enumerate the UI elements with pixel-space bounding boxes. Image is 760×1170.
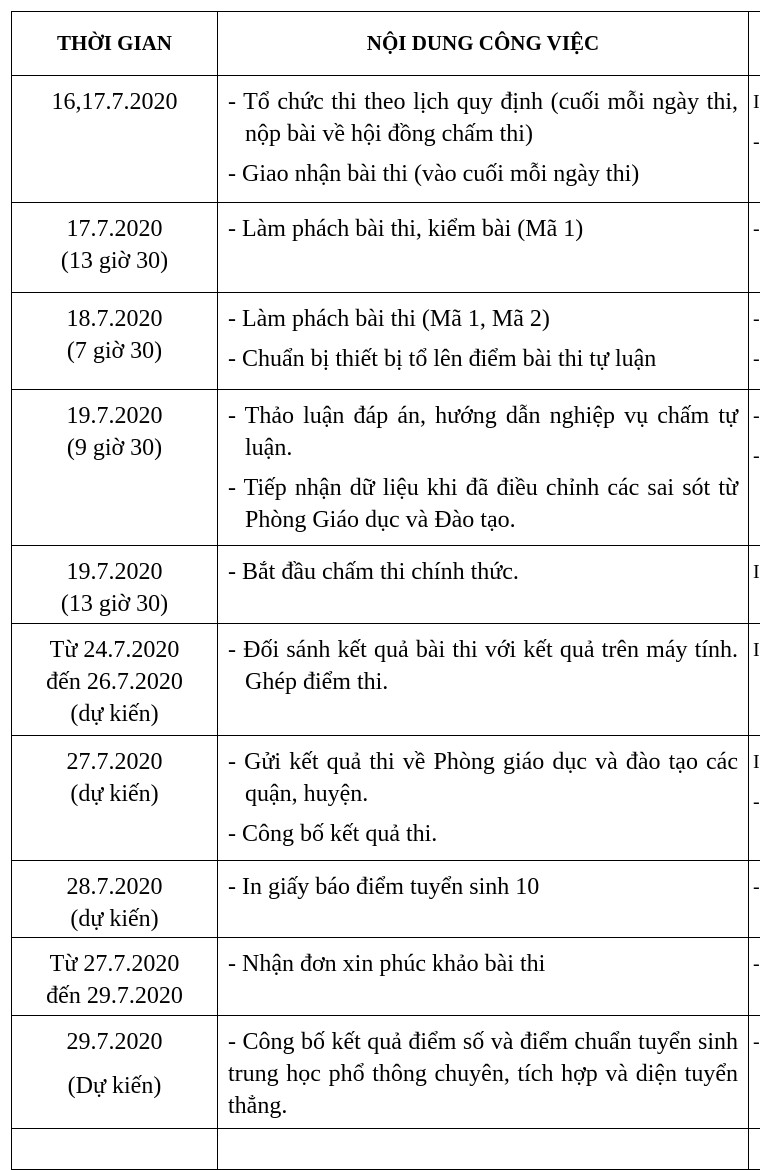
extra-mark: - [749, 303, 760, 335]
extra-cell [749, 861, 760, 938]
time-line: (dự kiến) [12, 698, 217, 730]
time-line: Từ 24.7.2020 [12, 634, 217, 666]
next-row-stub [12, 1129, 760, 1170]
task-cell [218, 293, 749, 390]
time-line: Từ 27.7.2020 [12, 948, 217, 980]
time-line: (Dự kiến) [12, 1070, 217, 1102]
table-row [12, 203, 760, 293]
extra-mark: I [749, 746, 760, 778]
task-cell [218, 624, 749, 736]
time-line: 17.7.2020 [12, 213, 217, 245]
task-cell [218, 546, 749, 624]
time-line: 19.7.2020 [12, 556, 217, 588]
time-line: 18.7.2020 [12, 303, 217, 335]
task-item: - Làm phách bài thi (Mã 1, Mã 2) [228, 303, 738, 335]
time-line: (13 giờ 30) [12, 588, 217, 620]
task-cell [218, 1016, 749, 1129]
task-item: - Làm phách bài thi, kiểm bài (Mã 1) [228, 213, 738, 245]
extra-mark: I [749, 556, 760, 588]
extra-cell [749, 1016, 760, 1129]
extra-mark: - [749, 871, 760, 903]
time-cell [12, 203, 218, 293]
time-cell [12, 861, 218, 938]
table-row [12, 1016, 760, 1129]
extra-cell [749, 624, 760, 736]
task-item: - Thảo luận đáp án, hướng dẫn nghiệp vụ chấm tự luận. [228, 400, 738, 464]
header-time: THỜI GIAN [12, 12, 218, 76]
time-cell [12, 546, 218, 624]
extra-cell [749, 546, 760, 624]
extra-cell [749, 390, 760, 546]
task-cell [218, 390, 749, 546]
task-item: - Tổ chức thi theo lịch quy định (cuối mỗi ngày thi, nộp bài về hội đồng chấm thi) [228, 86, 738, 150]
time-line: 19.7.2020 [12, 400, 217, 432]
task-item: - Gửi kết quả thi về Phòng giáo dục và đào tạo các quận, huyện. [228, 746, 738, 810]
time-cell [12, 390, 218, 546]
extra-mark: - [749, 1026, 760, 1058]
task-item: - Bắt đầu chấm thi chính thức. [228, 556, 738, 588]
time-cell [12, 624, 218, 736]
table-row [12, 736, 760, 861]
table-row [12, 293, 760, 390]
time-cell [12, 938, 218, 1016]
time-line: đến 29.7.2020 [12, 980, 217, 1012]
extra-cell [749, 203, 760, 293]
extra-mark: - [749, 948, 760, 980]
extra-mark: - [749, 343, 760, 375]
task-cell [218, 736, 749, 861]
task-item: - Nhận đơn xin phúc khảo bài thi [228, 948, 738, 980]
extra-mark: - [749, 440, 760, 472]
task-cell [218, 203, 749, 293]
time-line: 29.7.2020 [12, 1026, 217, 1058]
task-item: - Giao nhận bài thi (vào cuối mỗi ngày thi) [228, 158, 738, 190]
task-item: - Tiếp nhận dữ liệu khi đã điều chỉnh các sai sót từ Phòng Giáo dục và Đào tạo. [228, 472, 738, 536]
extra-mark: - [749, 786, 760, 818]
time-line: (9 giờ 30) [12, 432, 217, 464]
extra-cell [749, 938, 760, 1016]
schedule-table [11, 11, 760, 1170]
extra-cell [749, 76, 760, 203]
task-item: - In giấy báo điểm tuyển sinh 10 [228, 871, 738, 903]
time-line: 27.7.2020 [12, 746, 217, 778]
task-cell [218, 76, 749, 203]
table-row [12, 624, 760, 736]
time-line: (13 giờ 30) [12, 245, 217, 277]
header-row [12, 12, 760, 76]
task-item: - Công bố kết quả điểm số và điểm chuẩn tuyển sinh trung học phổ thông chuyên, tích hợp và diện tuyển thẳng. [228, 1026, 738, 1122]
header-extra [749, 12, 760, 76]
extra-cell [749, 293, 760, 390]
time-line: 28.7.2020 [12, 871, 217, 903]
extra-mark: - [749, 126, 760, 158]
table-row [12, 76, 760, 203]
time-line: (7 giờ 30) [12, 335, 217, 367]
time-cell [12, 736, 218, 861]
extra-mark: I [749, 86, 760, 118]
task-item: - Chuẩn bị thiết bị tổ lên điểm bài thi tự luận [228, 343, 738, 375]
header-task: NỘI DUNG CÔNG VIỆC [218, 12, 749, 76]
time-line: (dự kiến) [12, 903, 217, 935]
time-line: đến 26.7.2020 [12, 666, 217, 698]
time-cell [12, 1016, 218, 1129]
task-cell [218, 861, 749, 938]
extra-mark: - [749, 400, 760, 432]
table-row [12, 938, 760, 1016]
task-cell [218, 938, 749, 1016]
task-item: - Đối sánh kết quả bài thi với kết quả trên máy tính. Ghép điểm thi. [228, 634, 738, 698]
time-line: (dự kiến) [12, 778, 217, 810]
extra-mark: I [749, 634, 760, 666]
table-row [12, 546, 760, 624]
extra-cell [749, 736, 760, 861]
time-cell [12, 293, 218, 390]
extra-mark: - [749, 213, 760, 245]
table-row [12, 390, 760, 546]
time-cell [12, 76, 218, 203]
table-row [12, 861, 760, 938]
task-item: - Công bố kết quả thi. [228, 818, 738, 850]
time-line: 16,17.7.2020 [12, 86, 217, 118]
